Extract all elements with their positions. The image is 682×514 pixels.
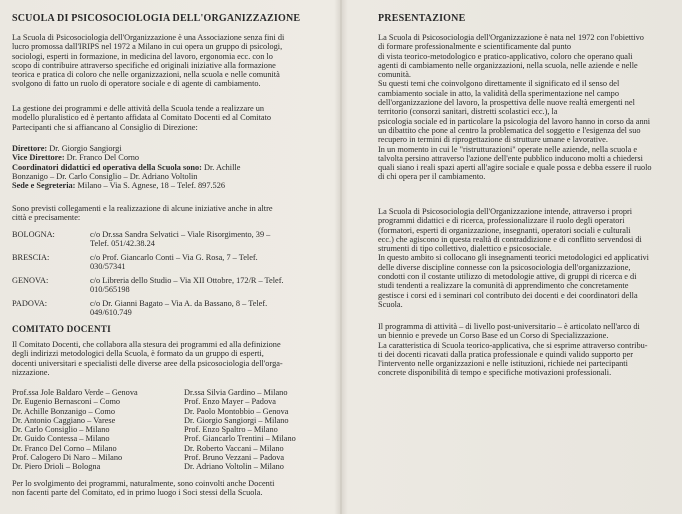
faculty-list-left xyxy=(12,388,172,472)
branch-phone: 049/610.749 xyxy=(90,308,132,318)
management-paragraph xyxy=(12,104,315,132)
text-line: concrete disponibilità di tempo e specifiche motivazioni professionali. xyxy=(378,368,612,378)
text-line: dell'organizzazione del lavoro, la prospettiva delle nuove realtà emergenti nel xyxy=(378,98,635,108)
branch-city: BOLOGNA: xyxy=(12,230,55,239)
text-line: Il programma di attività – di livello post-universitario – è articolato nell'arco di xyxy=(378,322,640,331)
text-line: La caratteristica di Scuola teorico-applicativa, che si esprime attraverso contribu- xyxy=(378,340,648,350)
faculty-member: Dr. Eugenio Bernasconi – Como xyxy=(12,397,121,407)
text-line: di chi opera per il cambiamento. xyxy=(378,172,486,182)
direction-block xyxy=(12,144,315,190)
faculty-member: Dr.ssa Silvia Gardino – Milano xyxy=(184,388,288,397)
faculty-list-right xyxy=(184,388,319,472)
committee-line: degli indirizzi metodologici della Scuola, è formato da un gruppo di esperti, xyxy=(12,349,264,359)
text-line: quali siano i reali spazi aperti all'agire sociale e quale possa e debba essere il ruolo xyxy=(378,163,652,173)
branches-intro xyxy=(12,204,315,223)
committee-line: Il Comitato Docenti, che collabora alla stesura dei programmi ed alla definizione xyxy=(12,340,281,349)
office-label: Sede e Segreteria: xyxy=(12,181,76,191)
closing-paragraph xyxy=(12,479,315,498)
text-line: di formare professionalmente e scientificamente dal punto xyxy=(378,42,572,52)
presentation-title: PRESENTAZIONE xyxy=(378,13,466,24)
text-line: l'intervento nelle organizzazioni e nelle istituzioni, richiede nei partecipanti xyxy=(378,359,628,369)
branch-address-line: c/o Prof. Giancarlo Conti – Via G. Rosa, 7 – Telef. xyxy=(90,253,258,262)
director-value: Dr. Giorgio Sangiorgi xyxy=(47,144,122,153)
text-line: programmi didattici e di ricerca, professionalizzare il ruolo degli operatori xyxy=(378,216,625,226)
text-line: Scuola. xyxy=(378,299,403,309)
text-line: delle diverse discipline connesse con la psicosociologia dell'organizzazione, xyxy=(378,262,631,272)
text-line: agenti di cambiamento nelle organizzazioni, nella scuola, nelle aziende e nelle xyxy=(378,60,638,70)
intro-line: svolgono di fatto un ruolo di operatore sociale e di agente di cambiamento. xyxy=(12,79,261,89)
presentation-paragraph-2 xyxy=(378,207,667,309)
director-label: Direttore: xyxy=(12,144,48,153)
branch-office xyxy=(12,230,315,250)
branch-office xyxy=(12,253,315,273)
branch-phone: 010/565198 xyxy=(90,285,130,295)
text-line: cambiamento sociale in atto, la validità della sperimentazione nel campo xyxy=(378,88,619,98)
presentation-paragraph-3 xyxy=(378,322,667,378)
branch-address xyxy=(90,253,315,272)
faculty-member: Dr. Guido Contessa – Milano xyxy=(12,434,110,444)
management-line: La gestione dei programmi e delle attività della Scuola tende a realizzare un xyxy=(12,104,265,113)
faculty-member: Dr. Carlo Consiglio – Milano xyxy=(12,425,110,435)
intro-line: scopo di contribuire attraverso specifiche ed originali iniziative alla formazione xyxy=(12,60,276,70)
branch-address-line: c/o Libreria dello Studio – Via XII Ottobre, 172/R – Telef. xyxy=(90,276,284,285)
management-line: Partecipanti che si affiancano al Consiglio di Direzione: xyxy=(12,122,198,132)
presentation-paragraph-1 xyxy=(378,33,667,182)
committee-line: nizzazione. xyxy=(12,367,50,377)
text-line: La Scuola di Psicosociologia dell'Organizzazione è nata nel 1972 con l'obiettivo xyxy=(378,33,644,42)
faculty-member: Dr. Achille Bonzanigo – Como xyxy=(12,406,116,416)
branches-line: città e precisamente: xyxy=(12,213,81,223)
text-line: gestisce i corsi ed i seminari col contributo dei docenti e dei coordinatori della xyxy=(378,290,638,300)
school-title: SCUOLA DI PSICOSOCIOLOGIA DELL'ORGANIZZAZIONE xyxy=(12,13,301,24)
text-line: talvolta persino attraverso l'azione dell'ente pubblico inducono molti a chiedersi xyxy=(378,153,643,163)
faculty-member: Dr. Franco Del Corno – Milano xyxy=(12,443,117,453)
faculty-member: Dr. Giorgio Sangiorgi – Milano xyxy=(184,415,289,425)
text-line: comunità. xyxy=(378,70,411,80)
branch-phone: Telef. 051/42.38.24 xyxy=(90,239,155,249)
text-line: studi tendenti a realizzare la comunità di apprendimento che concretamente xyxy=(378,281,629,291)
text-line: psicologia sociale ed in particolare la psicologia del lavoro hanno in corso da anni xyxy=(378,116,651,126)
text-line: recupero in termini di riprogettazione di strutture umane e lavorative. xyxy=(378,135,608,145)
management-line: modello pluralistico ed è pertanto affidata al Comitato Docenti ed al Comitato xyxy=(12,113,272,123)
text-line: strumenti di tipo collettivo, dialettico e psicosociale. xyxy=(378,244,552,254)
page-fold xyxy=(340,0,342,514)
faculty-member: Dr. Roberto Vaccani – Milano xyxy=(184,443,284,453)
branch-city: BRESCIA: xyxy=(12,253,50,262)
committee-line: docenti universitari e specialisti delle diverse aree della psicosociologia dell'orga- xyxy=(12,358,283,368)
text-line: (formatori, esperti di organizzazione, insegnanti, operatori sociali e culturali xyxy=(378,225,631,235)
branch-city: PADOVA: xyxy=(12,299,48,308)
branch-office xyxy=(12,276,315,296)
branch-address-line: c/o Dr.ssa Sandra Selvatici – Viale Risorgimento, 39 – xyxy=(90,230,271,239)
office-line xyxy=(12,181,315,190)
branch-phone: 030/57341 xyxy=(90,262,126,272)
branches-line: Sono previsti collegamenti e la realizzazione di alcune iniziative anche in altre xyxy=(12,204,273,213)
text-line: un biennio e prevede un Corso Base ed un Corso di Specializzazione. xyxy=(378,331,609,341)
coordinators-line xyxy=(12,163,315,172)
text-line: Su questi temi che coinvolgono direttamente il significato ed il senso del xyxy=(378,79,620,89)
text-line: condotti con il costante utilizzo di metodologie attive, di gruppi di ricerca e di xyxy=(378,272,637,282)
vice-director-line xyxy=(12,153,315,162)
office-value: Milano – Via S. Agnese, 18 – Telef. 897.526 xyxy=(75,181,225,191)
faculty-member: Prof. Calogero Di Naro – Milano xyxy=(12,453,123,463)
coordinators-line-2: Bonzanigo – Dr. Carlo Consiglio – Dr. Adriano Voltolin xyxy=(12,171,198,181)
faculty-member: Prof. Bruno Vezzani – Padova xyxy=(184,453,285,463)
coordinators-label: Coordinatori didattici ed operativa della Scuola sono: xyxy=(12,162,202,172)
faculty-member: Prof. Giancarlo Trentini – Milano xyxy=(184,434,296,444)
director-line xyxy=(12,144,315,153)
branch-address xyxy=(90,276,315,295)
intro-line: teorica e pratica di coloro che nelle organizzazioni, nella scuola e nelle comunità xyxy=(12,70,280,80)
closing-line: Per lo svolgimento dei programmi, naturalmente, sono coinvolti anche Docenti xyxy=(12,479,275,488)
text-line: territorio (consorzi sanitari, distretti scolastici ecc.), la xyxy=(378,107,558,117)
faculty-member: Dr. Paolo Montobbio – Genova xyxy=(184,406,289,416)
intro-paragraph xyxy=(12,33,315,89)
branch-address xyxy=(90,299,315,318)
intro-line: sociologi, esperti in formazione, in medicina del lavoro, ergonomia ecc. con lo xyxy=(12,51,273,61)
text-line: ecc.) che agiscono in questa realtà di contraddizione e di conflitto servendosi di xyxy=(378,234,642,244)
committee-title: COMITATO DOCENTI xyxy=(12,324,111,334)
intro-line: La Scuola di Psicosociologia dell'Organizzazione è una Associazione senza fini di xyxy=(12,33,285,42)
branch-city: GENOVA: xyxy=(12,276,49,285)
coordinators-value: Dr. Achille xyxy=(201,162,241,172)
faculty-member: Dr. Piero Drioli – Bologna xyxy=(12,462,101,472)
faculty-member: Dr. Antonio Caggiano – Varese xyxy=(12,415,116,425)
text-line: In un momento in cui le "ristrutturazioni" operate nelle aziende, nella scuola e xyxy=(378,144,638,154)
vice-director-value: Dr. Franco Del Corno xyxy=(64,153,140,163)
closing-line: non facenti parte del Comitato, ed in primo luogo i Soci stessi della Scuola. xyxy=(12,488,263,498)
branch-address xyxy=(90,230,315,249)
faculty-member: Prof. Enzo Mayer – Padova xyxy=(184,397,276,407)
text-line: In questo ambito si collocano gli insegnamenti teorici metodologici ed applicativi xyxy=(378,253,649,263)
text-line: La Scuola di Psicosociologia dell'Organizzazione intende, attraverso i propri xyxy=(378,207,633,216)
committee-paragraph xyxy=(12,340,315,377)
branch-address-line: c/o Dr. Gianni Bagato – Via A. da Bassano, 8 – Telef. xyxy=(90,299,268,308)
text-line: un dibattito che pone al centro la problematica del soggetto e l'esigenza del suo xyxy=(378,125,641,135)
text-line: di vista teorico-metodologico e pratico-applicativo, coloro che operano quali xyxy=(378,51,633,61)
faculty-member: Prof. Enzo Spaltro – Milano xyxy=(184,425,278,435)
faculty-member: Dr. Adriano Voltolin – Milano xyxy=(184,462,284,472)
faculty-member: Prof.ssa Jole Baldaro Verde – Genova xyxy=(12,388,138,397)
branch-office xyxy=(12,299,315,319)
vice-director-label: Vice Direttore: xyxy=(12,153,65,163)
intro-line: lucro promossa dall'IRIPS nel 1972 a Milano in cui opera un gruppo di psicologi, xyxy=(12,42,283,52)
text-line: ti dei docenti ricavati dalla pratica professionale e quindi valido supporto per xyxy=(378,349,634,359)
